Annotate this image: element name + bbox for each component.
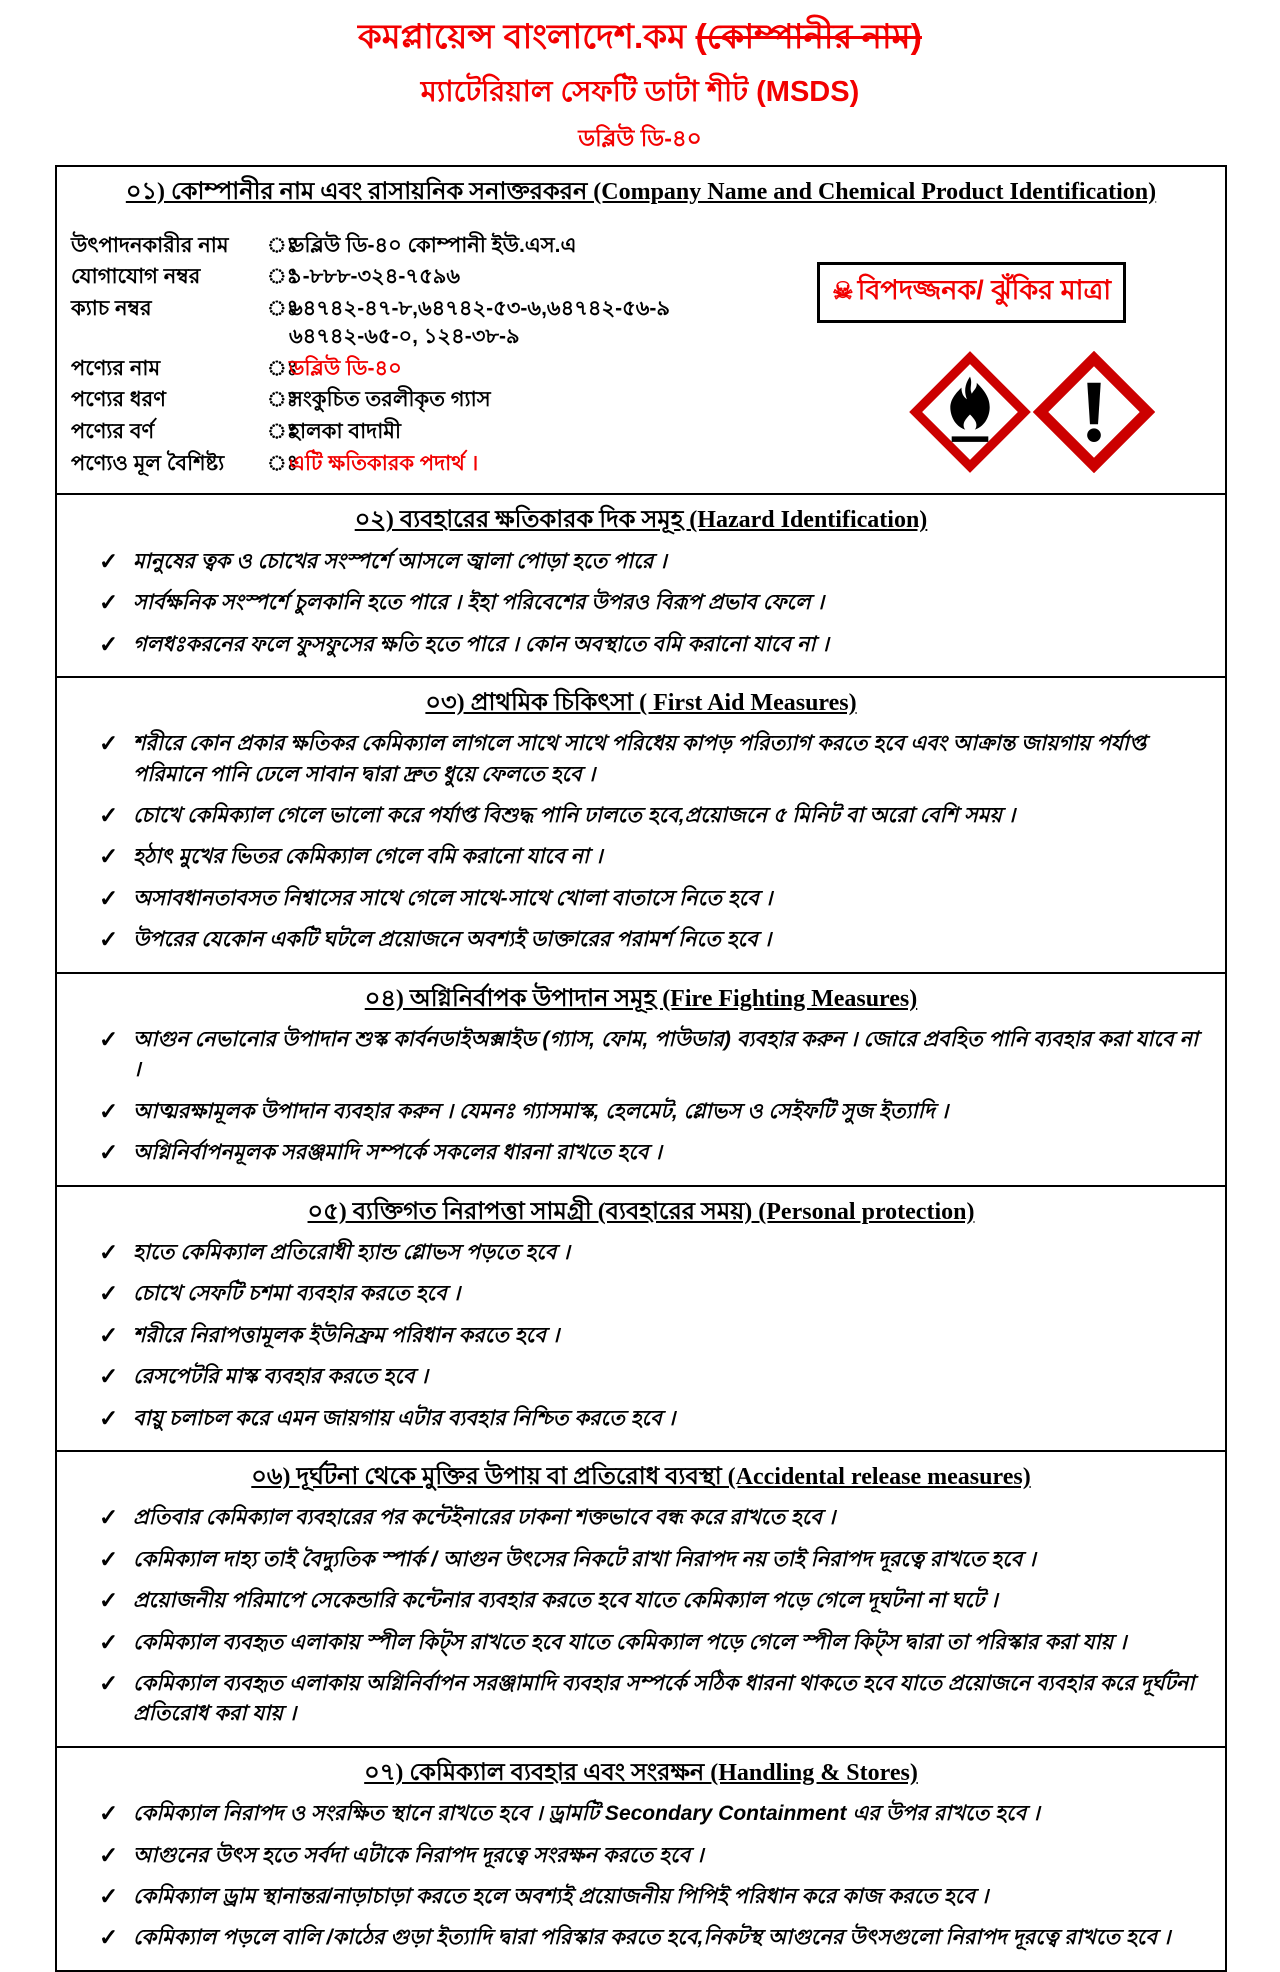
info-separator: ঃ	[267, 451, 298, 475]
check-icon: ✓	[99, 630, 119, 657]
check-icon: ✓	[99, 1924, 119, 1951]
check-icon: ✓	[99, 589, 119, 616]
bullet-item	[99, 801, 1207, 831]
bullet-text: কেমিক্যাল দাহ্য তাই বৈদ্যুতিক স্পার্ক / আগুন উৎসের নিকটে রাখা নিরাপদ নয় তাই নিরাপদ দূরত্বে রাখতে হবে ।	[133, 1547, 1036, 1571]
hazard-panel	[732, 218, 1211, 482]
check-icon: ✓	[99, 1025, 119, 1052]
msds-subtitle: ম্যাটেরিয়াল সেফটি ডাটা শীট (MSDS)	[420, 75, 860, 108]
check-icon: ✓	[99, 1321, 119, 1348]
document-body	[55, 165, 1227, 1972]
company-name-text: কমপ্লায়েন্স বাংলাদেশ.কম	[358, 18, 696, 56]
section-05-bullets	[71, 1238, 1211, 1434]
bullet-item	[99, 1586, 1207, 1616]
bullet-item	[99, 1238, 1207, 1268]
check-icon: ✓	[99, 1882, 119, 1909]
bullet-text: কেমিক্যাল পড়লে বালি /কাঠের গুড়া ইত্যাদি দ্বারা পরিস্কার করতে হবে,নিকটস্থ আগুনের উৎসগুলো নিরাপদ দূরত্বে রাখতে হবে ।	[133, 1926, 1171, 1950]
section-07-heading: ০৭) কেমিক্যাল ব্যবহার এবং সংরক্ষন (Handling & Stores)	[364, 1759, 918, 1786]
info-label: পণ্যের নাম	[71, 356, 161, 380]
bullet-text: হাতে কেমিক্যাল প্রতিরোধী হ্যান্ড গ্লোভস পড়তে হবে ।	[133, 1240, 570, 1264]
check-icon: ✓	[99, 1238, 119, 1265]
info-value: সংকুচিত তরলীকৃত গ্যাস	[289, 388, 491, 412]
check-icon: ✓	[99, 1504, 119, 1531]
cas-number-line2: ৬৪৭৪২-৬৫-০, ১২৪-৩৮-৯	[289, 324, 520, 348]
section-03-first-aid-measures	[55, 676, 1227, 974]
bullet-text: কেমিক্যাল ড্রাম স্থানান্তর/নাড়াচাড়া করতে হলে অবশ্যই প্রয়োজনীয় পিপিই পরিধান করে কাজ করতে হবে ।	[133, 1884, 989, 1908]
bullet-item	[99, 630, 1207, 660]
hazard-label-box	[817, 262, 1126, 323]
section-04-heading: ০৪) অগ্নিনির্বাপক উপাদান সমূহ (Fire Fighting Measures)	[364, 985, 918, 1012]
info-separator: ঃ	[267, 356, 298, 380]
section-03-heading: ০৩) প্রাথমিক চিকিৎসা ( First Aid Measures)	[425, 689, 857, 716]
bullet-text: প্রয়োজনীয় পরিমাপে সেকেন্ডারি কন্টেনার ব্যবহার করতে হবে যাতে কেমিক্যাল পড়ে গেলে দূঘটনা না ঘটে ।	[133, 1589, 998, 1613]
bullet-text: আগুনের উৎস হতে সর্বদা এটাকে নিরাপদ দূরত্বে সংরক্ষন করতে হবে ।	[133, 1843, 704, 1867]
info-value-key-property: এটি ক্ষতিকারক পদার্থ ।	[289, 451, 479, 475]
bullet-item	[99, 1628, 1207, 1658]
check-icon: ✓	[99, 1587, 119, 1614]
ghs-pictograms	[909, 351, 1155, 473]
check-icon: ✓	[99, 1800, 119, 1827]
bullet-item	[99, 842, 1207, 872]
check-icon: ✓	[99, 926, 119, 953]
bullet-text: চোখে কেমিক্যাল গেলে ভালো করে পর্যাপ্ত বিশুদ্ধ পানি ঢালতে হবে,প্রয়োজনে ৫ মিনিট বা অরো বেশি সময় ।	[133, 804, 1016, 827]
info-row-key-property	[71, 450, 732, 478]
bullet-text: সার্বক্ষনিক সংস্পর্শে চুলকানি হতে পারে । ইহা পরিবেশের উপরও বিরূপ প্রভাব ফেলে ।	[133, 591, 824, 615]
bullet-text: গলধঃকরনের ফলে ফুসফুসের ক্ষতি হতে পারে । কোন অবস্থাতে বমি করানো যাবে না ।	[133, 632, 829, 656]
info-separator: ঃ	[267, 297, 298, 321]
section-06-bullets	[71, 1503, 1211, 1730]
check-icon: ✓	[99, 1628, 119, 1655]
bullet-text: বায়ু চলাচল করে এমন জায়গায় এটার ব্যবহার নিশ্চিত করতে হবে ।	[133, 1406, 676, 1430]
info-label: উৎপাদনকারীর নাম	[71, 233, 229, 257]
check-icon: ✓	[99, 1670, 119, 1696]
info-label: পণ্যের বর্ণ	[71, 420, 155, 443]
bullet-item	[99, 1362, 1207, 1392]
check-icon: ✓	[99, 1363, 119, 1390]
bullet-item	[99, 1669, 1207, 1730]
bullet-text: অগ্নিনির্বাপনমূলক সরঞ্জমাদি সম্পর্কে সকলের ধারনা রাখতে হবে ।	[133, 1141, 662, 1165]
info-value: হালকা বাদামী	[289, 420, 401, 443]
product-title: ডব্লিউ ডি-৪০	[578, 124, 702, 151]
info-label: পণ্যেও মূল বৈশিষ্ট্য	[71, 451, 225, 475]
bullet-text: মানুষের ত্বক ও চোখের সংস্পর্শে আসলে জ্বালা পোড়া হতে পারে ।	[133, 549, 667, 573]
info-value: ডব্লিউ ডি-৪০ কোম্পানী ইউ.এস.এ	[289, 233, 577, 257]
section-02-hazard-identification	[55, 493, 1227, 678]
section-06-heading: ০৬) দূর্ঘটনা থেকে মুক্তির উপায় বা প্রতিরোধ ব্যবস্থা (Accidental release measures)	[251, 1464, 1031, 1491]
check-icon: ✓	[99, 884, 119, 911]
section-02-heading: ০২) ব্যবহারের ক্ষতিকারক দিক সমূহ (Hazard Identification)	[354, 507, 928, 534]
info-row-cas-number	[71, 295, 732, 350]
flame-icon	[909, 351, 1031, 473]
section-07-handling-and-stores	[55, 1746, 1227, 1972]
bullet-text: শরীরে কোন প্রকার ক্ষতিকর কেমিক্যাল লাগলে সাথে সাথে পরিধেয় কাপড় পরিত্যাগ করতে হবে এবং আক্রান্ত জায়গায় পর্যাপ্ত পরিমানে পানি ঢেলে সাবান দ্বারা দ্রুত ধুয়ে ফেলতে হবে ।	[133, 732, 1147, 786]
info-separator: ঃ	[267, 265, 298, 289]
bullet-item	[99, 1138, 1207, 1168]
check-icon: ✓	[99, 802, 119, 828]
info-row-contact-number	[71, 263, 732, 291]
bullet-item	[99, 1321, 1207, 1351]
company-info-table	[71, 218, 732, 482]
info-row-product-name	[71, 355, 732, 383]
section-04-bullets	[71, 1025, 1211, 1169]
bullet-text: আত্মরক্ষামূলক উপাদান ব্যবহার করুন । যেমনঃ গ্যাসমাস্ক, হেলমেট, গ্লোভস ও সেইফটি সুজ ইত্যাদি ।	[133, 1099, 949, 1123]
section-02-bullets	[71, 547, 1211, 660]
section-05-personal-protection	[55, 1185, 1227, 1452]
info-separator: ঃ	[267, 420, 298, 443]
bullet-item	[99, 1097, 1207, 1127]
check-icon: ✓	[99, 1139, 119, 1166]
bullet-item	[99, 1923, 1207, 1953]
info-value: ১-৮৮৮-৩২৪-৭৫৯৬	[289, 265, 460, 289]
info-row-product-color	[71, 418, 732, 446]
bullet-item	[99, 588, 1207, 618]
check-icon: ✓	[99, 1404, 119, 1431]
cas-number-line1: ৬৪৭৪২-৪৭-৮,৬৪৭৪২-৫৩-৬,৬৪৭৪২-৫৬-৯	[289, 297, 671, 321]
bullet-item	[99, 1025, 1207, 1086]
company-name-placeholder-struck: (কোম্পানীর নাম)	[695, 18, 922, 56]
info-row-manufacturer	[71, 232, 732, 260]
bullet-item	[99, 1882, 1207, 1912]
check-icon: ✓	[99, 843, 119, 870]
bullet-text: রেসপেটরি মাস্ক ব্যবহার করতে হবে ।	[133, 1365, 428, 1389]
section-01-heading: ০১) কোম্পানীর নাম এবং রাসায়নিক সনাক্তরকরন (Company Name and Chemical Product Identification)	[125, 178, 1157, 205]
section-03-bullets	[71, 729, 1211, 956]
info-label: পণ্যের ধরণ	[71, 388, 166, 412]
bullet-item	[99, 925, 1207, 955]
bullet-text: উপরের যেকোন একটি ঘটলে প্রয়োজনে অবশ্যই ডাক্তারের পরামর্শ নিতে হবে ।	[133, 928, 772, 952]
skull-icon: ☠	[832, 278, 854, 306]
section-06-accidental-release-measures	[55, 1450, 1227, 1748]
bullet-item	[99, 1404, 1207, 1434]
check-icon: ✓	[99, 547, 119, 574]
section-05-heading: ০৫) ব্যক্তিগত নিরাপত্তা সামগ্রী (ব্যবহারের সময়) (Personal protection)	[307, 1198, 975, 1225]
bullet-item	[99, 547, 1207, 577]
exclamation-mark-icon	[1033, 351, 1155, 473]
check-icon: ✓	[99, 1280, 119, 1307]
company-title	[0, 16, 1280, 59]
bullet-text: কেমিক্যাল নিরাপদ ও সংরক্ষিত স্থানে রাখতে হবে । ড্রামটি Secondary Containment এর উপর রাখতে হবে ।	[133, 1802, 1040, 1826]
check-icon: ✓	[99, 1545, 119, 1572]
bullet-text: চোখে সেফটি চশমা ব্যবহার করতে হবে ।	[133, 1282, 461, 1306]
bullet-item	[99, 1279, 1207, 1309]
bullet-text: আগুন নেভানোর উপাদান শুস্ক কার্বনডাইঅক্সাইড (গ্যাস, ফোম, পাউডার) ব্যবহার করুন । জোরে প্রবহিত পানি ব্যবহার করা যাবে না ।	[133, 1027, 1199, 1082]
bullet-item	[99, 1799, 1207, 1829]
hazard-label-text: বিপদজ্জনক/ ঝুঁকির মাত্রা	[857, 274, 1112, 305]
document-header	[0, 16, 1280, 159]
info-row-product-type	[71, 386, 732, 414]
bullet-text: কেমিক্যাল ব্যবহৃত এলাকায় অগ্নিনির্বাপন সরঞ্জামাদি ব্যবহার সম্পর্কে সঠিক ধারনা থাকতে হবে যাতে প্রয়োজনে ব্যবহার করে দূর্ঘটনা প্রতিরোধ করা যায় ।	[133, 1672, 1195, 1726]
info-label: ক্যাচ নম্বর	[71, 297, 152, 321]
check-icon: ✓	[99, 1841, 119, 1868]
check-icon: ✓	[99, 730, 119, 757]
section-07-bullets	[71, 1799, 1211, 1954]
section-04-fire-fighting-measures	[55, 972, 1227, 1187]
bullet-text: অসাবধানতাবসত নিশ্বাসের সাথে গেলে সাথে-সাথে খোলা বাতাসে নিতে হবে ।	[133, 886, 773, 910]
bullet-text: হঠাৎ মুখের ভিতর কেমিক্যাল গেলে বমি করানো যাবে না ।	[133, 845, 603, 869]
info-value-product-name: ডব্লিউ ডি-৪০	[289, 356, 402, 380]
bullet-text: শরীরে নিরাপত্তামূলক ইউনিফ্রম পরিধান করতে হবে ।	[133, 1323, 560, 1347]
bullet-item	[99, 1841, 1207, 1871]
bullet-text: প্রতিবার কেমিক্যাল ব্যবহারের পর কন্টেইনারের ঢাকনা শক্তভাবে বন্ধ করে রাখতে হবে ।	[133, 1506, 836, 1530]
check-icon: ✓	[99, 1097, 119, 1124]
section-01-company-identification	[55, 165, 1227, 496]
bullet-item	[99, 1503, 1207, 1533]
info-label: যোগাযোগ নম্বর	[71, 265, 201, 289]
bullet-text: কেমিক্যাল ব্যবহৃত এলাকায় স্পীল কিট্স রাখতে হবে যাতে কেমিক্যাল পড়ে গেলে স্পীল কিট্স দ্বারা তা পরিস্কার করা যায় ।	[133, 1630, 1127, 1654]
bullet-item	[99, 1545, 1207, 1575]
info-separator: ঃ	[267, 388, 298, 412]
info-value	[289, 295, 670, 350]
bullet-item	[99, 729, 1207, 790]
info-separator: ঃ	[267, 233, 298, 257]
bullet-item	[99, 884, 1207, 914]
